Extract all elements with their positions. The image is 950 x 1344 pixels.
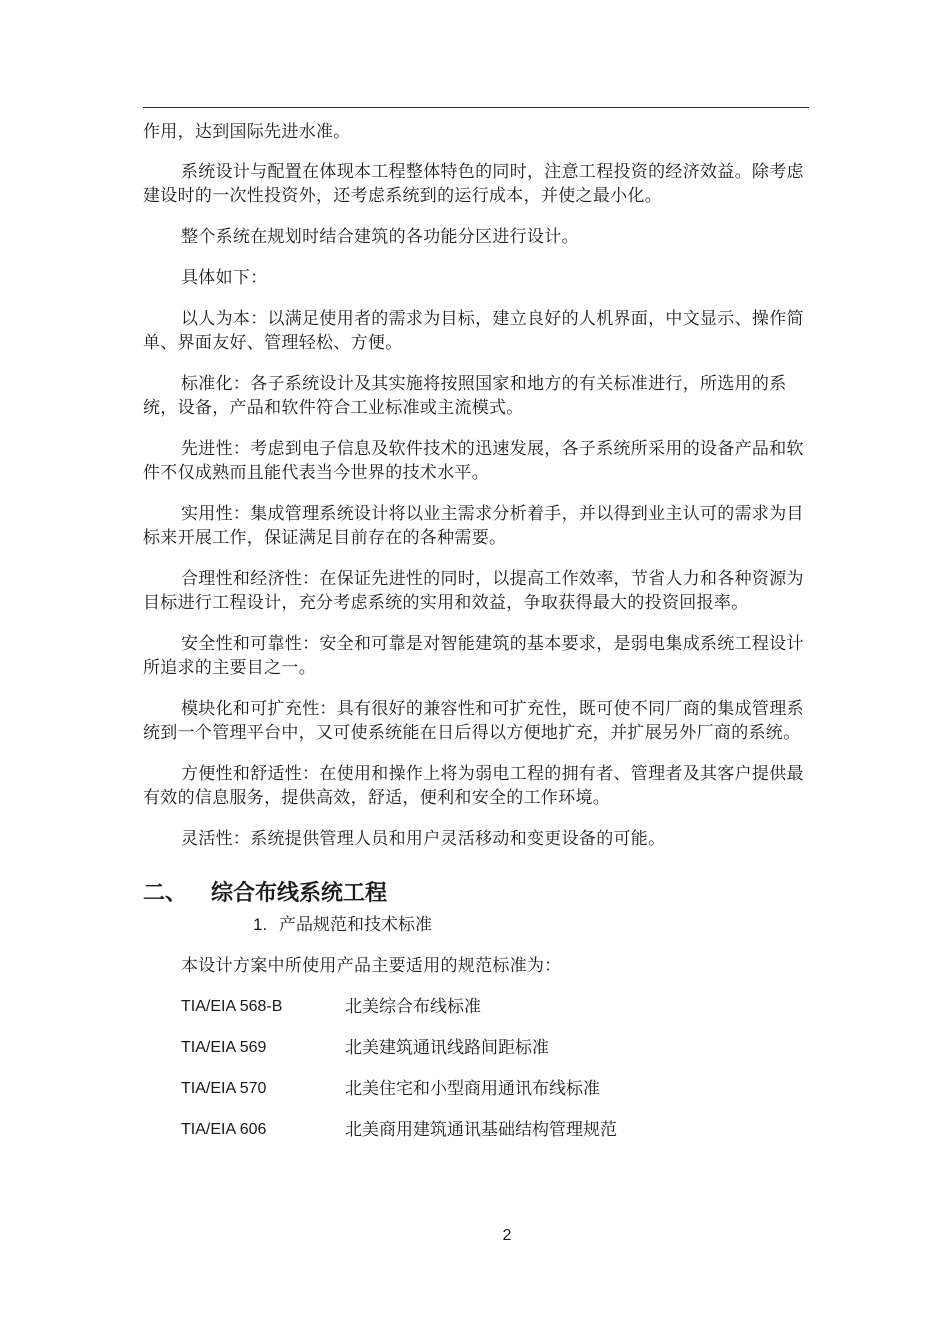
- paragraph: 以人为本：以满足使用者的需求为目标，建立良好的人机界面，中文显示、操作简单、界面友好、管理轻松、方便。: [143, 309, 804, 353]
- paragraph: 安全性和可靠性：安全和可靠是对智能建筑的基本要求，是弱电集成系统工程设计所追求的主要目之一。: [143, 634, 804, 678]
- section-title: 综合布线系统工程: [211, 881, 388, 906]
- paragraph: 合理性和经济性：在保证先进性的同时，以提高工作效率，节省人力和各种资源为目标进行工程设计，充分考虑系统的实用和效益，争取获得最大的投资回报率。: [143, 569, 804, 613]
- paragraph: 具体如下：: [181, 268, 268, 288]
- standards-intro: 本设计方案中所使用产品主要适用的规范标准为：: [181, 956, 562, 976]
- standard-code: TIA/EIA 570: [181, 1080, 267, 1097]
- paragraph: 标准化：各子系统设计及其实施将按照国家和地方的有关标准进行，所选用的系统，设备，产品和软件符合工业标准或主流模式。: [143, 374, 787, 418]
- standard-name: 北美综合布线标准: [345, 997, 481, 1017]
- paragraph: 方便性和舒适性：在使用和操作上将为弱电工程的拥有者、管理者及其客户提供最有效的信息服务，提供高效，舒适，便利和安全的工作环境。: [143, 764, 804, 808]
- page-number: 2: [502, 1227, 512, 1244]
- paragraph: 系统设计与配置在体现本工程整体特色的同时，注意工程投资的经济效益。除考虑建设时的一次性投资外，还考虑系统到的运行成本，并使之最小化。: [143, 162, 804, 206]
- standard-code: TIA/EIA 569: [181, 1039, 267, 1056]
- paragraph: 整个系统在规划时结合建筑的各功能分区进行设计。: [181, 227, 579, 247]
- standard-code: TIA/EIA 568-B: [181, 998, 283, 1015]
- paragraph: 作用，达到国际先进水准。: [143, 122, 351, 142]
- subsection-number: 1.: [253, 915, 268, 934]
- section-number: 二、: [143, 881, 188, 906]
- standard-row: [143, 1118, 809, 1159]
- paragraph: 实用性：集成管理系统设计将以业主需求分析着手，并以得到业主认可的需求为目标来开展工作，保证满足目前存在的各种需要。: [143, 504, 804, 548]
- subsection-heading: [143, 913, 809, 937]
- subsection-title: 产品规范和技术标准: [279, 915, 432, 935]
- standard-code: TIA/EIA 606: [181, 1121, 267, 1138]
- standard-row: [143, 995, 809, 1036]
- paragraph: 灵活性：系统提供管理人员和用户灵活移动和变更设备的可能。: [181, 829, 666, 849]
- standard-name: 北美住宅和小型商用通讯布线标准: [345, 1079, 600, 1099]
- header-rule: [143, 107, 809, 108]
- section-heading: [143, 879, 809, 909]
- standard-row: [143, 1036, 809, 1077]
- standard-row: [143, 1077, 809, 1118]
- standard-name: 北美建筑通讯线路间距标准: [345, 1038, 549, 1058]
- paragraph: 模块化和可扩充性：具有很好的兼容性和可扩充性，既可使不同厂商的集成管理系统到一个管理平台中，又可使系统能在日后得以方便地扩充，并扩展另外厂商的系统。: [143, 699, 804, 743]
- standard-name: 北美商用建筑通讯基础结构管理规范: [345, 1120, 617, 1140]
- page-body: [143, 120, 809, 1159]
- paragraph: 先进性：考虑到电子信息及软件技术的迅速发展，各子系统所采用的设备产品和软件不仅成熟而且能代表当今世界的技术水平。: [143, 439, 804, 483]
